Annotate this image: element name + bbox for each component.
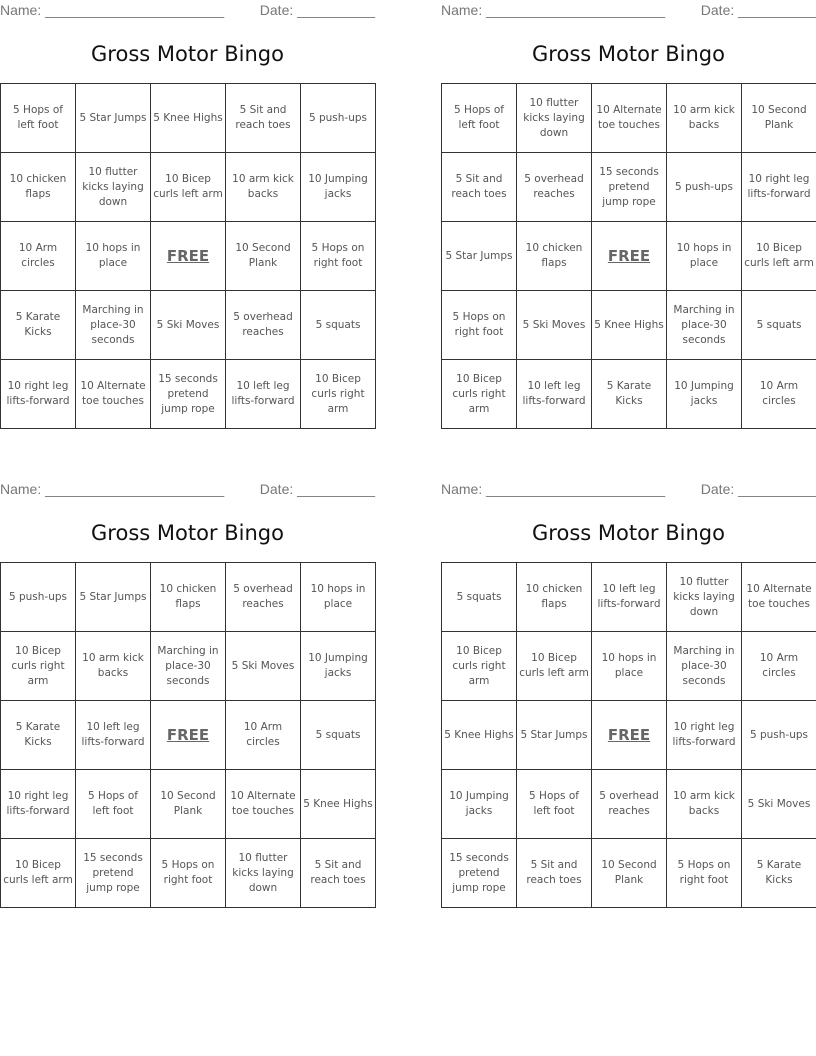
name-date-row <box>441 0 816 22</box>
bingo-cell: 5 Sit and reach toes <box>301 839 376 908</box>
grid-row <box>1 839 376 908</box>
bingo-cell: 10 chicken flaps <box>1 153 76 222</box>
bingo-cell: 5 Knee Highs <box>592 291 667 360</box>
bingo-cell: 5 Star Jumps <box>442 222 517 291</box>
name-date-row <box>0 479 375 501</box>
name-date-row <box>0 0 375 22</box>
bingo-cell: 5 Karate Kicks <box>592 360 667 429</box>
bingo-cell: 10 Bicep curls right arm <box>301 360 376 429</box>
bingo-grid <box>441 562 816 908</box>
bingo-cell: 5 overhead reaches <box>226 563 301 632</box>
bingo-grid <box>0 83 376 429</box>
bingo-cell: 10 Second Plank <box>226 222 301 291</box>
bingo-cell: 10 flutter kicks laying down <box>517 84 592 153</box>
bingo-cell: Marching in place-30 seconds <box>667 291 742 360</box>
bingo-cell: 10 Bicep curls left arm <box>1 839 76 908</box>
grid-row <box>442 563 816 632</box>
bingo-cell: 5 squats <box>442 563 517 632</box>
bingo-cell: 10 chicken flaps <box>517 563 592 632</box>
bingo-cell: 10 left leg lifts-forward <box>226 360 301 429</box>
bingo-card-1 <box>0 0 375 440</box>
bingo-cell: 5 Hops of left foot <box>76 770 151 839</box>
bingo-cell: 10 Second Plank <box>151 770 226 839</box>
bingo-cell: 5 Hops on right foot <box>301 222 376 291</box>
bingo-cell: 10 left leg lifts-forward <box>592 563 667 632</box>
grid-row <box>1 632 376 701</box>
name-field-label: Name: _______________________ <box>441 2 666 18</box>
name-field-label: Name: _______________________ <box>441 481 666 497</box>
bingo-card-2 <box>441 0 816 440</box>
grid-row <box>442 153 816 222</box>
bingo-cell: 5 Hops of left foot <box>442 84 517 153</box>
grid-row <box>442 222 816 291</box>
bingo-cell: 10 Bicep curls left arm <box>517 632 592 701</box>
bingo-cell: 5 Knee Highs <box>442 701 517 770</box>
bingo-cell: 10 Arm circles <box>742 360 816 429</box>
bingo-cell: 5 squats <box>301 291 376 360</box>
grid-row <box>1 153 376 222</box>
card-title: Gross Motor Bingo <box>91 42 284 66</box>
bingo-cell: 5 Sit and reach toes <box>517 839 592 908</box>
bingo-cell: 5 push-ups <box>667 153 742 222</box>
bingo-cell: 5 push-ups <box>742 701 816 770</box>
bingo-cell: 10 arm kick backs <box>667 770 742 839</box>
bingo-cell: 10 Jumping jacks <box>442 770 517 839</box>
bingo-cell: 10 Bicep curls left arm <box>151 153 226 222</box>
bingo-grid <box>441 83 816 429</box>
bingo-cell: 15 seconds pretend jump rope <box>76 839 151 908</box>
bingo-cell: 10 Second Plank <box>742 84 816 153</box>
grid-row <box>1 360 376 429</box>
bingo-cell: 5 Ski Moves <box>226 632 301 701</box>
bingo-cell: 10 flutter kicks laying down <box>226 839 301 908</box>
date-field-label: Date: __________ <box>259 2 375 18</box>
bingo-cell: 10 Alternate toe touches <box>742 563 816 632</box>
bingo-cell: 10 left leg lifts-forward <box>76 701 151 770</box>
bingo-cell: 10 flutter kicks laying down <box>76 153 151 222</box>
grid-row <box>1 291 376 360</box>
bingo-cell: Marching in place-30 seconds <box>151 632 226 701</box>
name-date-row <box>441 479 816 501</box>
bingo-cell: Marching in place-30 seconds <box>76 291 151 360</box>
bingo-cell: 10 hops in place <box>76 222 151 291</box>
bingo-cell: 10 right leg lifts-forward <box>1 770 76 839</box>
bingo-cell: 10 Jumping jacks <box>667 360 742 429</box>
bingo-cell: 10 arm kick backs <box>226 153 301 222</box>
free-space-cell: FREE <box>592 222 667 291</box>
bingo-cell: 5 squats <box>301 701 376 770</box>
bingo-cell: 5 Star Jumps <box>76 84 151 153</box>
card-title: Gross Motor Bingo <box>532 521 725 545</box>
bingo-cell: 5 Ski Moves <box>517 291 592 360</box>
grid-row <box>442 291 816 360</box>
bingo-cell: 5 overhead reaches <box>517 153 592 222</box>
card-title: Gross Motor Bingo <box>91 521 284 545</box>
bingo-cell: 15 seconds pretend jump rope <box>442 839 517 908</box>
bingo-cell: 5 overhead reaches <box>592 770 667 839</box>
bingo-cell: 5 Hops on right foot <box>151 839 226 908</box>
bingo-cell: 10 Arm circles <box>742 632 816 701</box>
bingo-cell: 10 Jumping jacks <box>301 153 376 222</box>
bingo-cell: 5 Hops on right foot <box>667 839 742 908</box>
date-field-label: Date: __________ <box>259 481 375 497</box>
free-space-cell: FREE <box>151 701 226 770</box>
bingo-cell: 10 Bicep curls left arm <box>742 222 816 291</box>
bingo-cell: 10 right leg lifts-forward <box>667 701 742 770</box>
grid-row <box>1 563 376 632</box>
bingo-cell: 10 Jumping jacks <box>301 632 376 701</box>
bingo-cell: 5 Karate Kicks <box>742 839 816 908</box>
bingo-cell: Marching in place-30 seconds <box>667 632 742 701</box>
bingo-cell: 5 push-ups <box>1 563 76 632</box>
bingo-cell: 10 arm kick backs <box>76 632 151 701</box>
bingo-cell: 10 chicken flaps <box>151 563 226 632</box>
bingo-cell: 5 Karate Kicks <box>1 701 76 770</box>
name-field-label: Name: _______________________ <box>0 2 225 18</box>
bingo-cell: 15 seconds pretend jump rope <box>151 360 226 429</box>
grid-row <box>442 770 816 839</box>
date-field-label: Date: __________ <box>700 481 816 497</box>
grid-row <box>442 84 816 153</box>
grid-row <box>1 701 376 770</box>
bingo-cell: 10 Second Plank <box>592 839 667 908</box>
bingo-cell: 5 Karate Kicks <box>1 291 76 360</box>
grid-row <box>1 770 376 839</box>
name-field-label: Name: _______________________ <box>0 481 225 497</box>
bingo-cell: 5 Star Jumps <box>76 563 151 632</box>
free-space-cell: FREE <box>592 701 667 770</box>
bingo-cell: 5 Knee Highs <box>301 770 376 839</box>
bingo-cell: 5 Hops of left foot <box>517 770 592 839</box>
bingo-cell: 5 squats <box>742 291 816 360</box>
bingo-cell: 5 Knee Highs <box>151 84 226 153</box>
bingo-cell: 5 Hops of left foot <box>1 84 76 153</box>
free-space-cell: FREE <box>151 222 226 291</box>
bingo-cell: 10 flutter kicks laying down <box>667 563 742 632</box>
bingo-cell: 10 arm kick backs <box>667 84 742 153</box>
bingo-cell: 10 right leg lifts-forward <box>1 360 76 429</box>
bingo-cell: 10 Arm circles <box>1 222 76 291</box>
bingo-cell: 10 right leg lifts-forward <box>742 153 816 222</box>
bingo-cell: 10 Bicep curls right arm <box>1 632 76 701</box>
bingo-cell: 5 Sit and reach toes <box>442 153 517 222</box>
bingo-cell: 10 hops in place <box>592 632 667 701</box>
bingo-cell: 10 Alternate toe touches <box>226 770 301 839</box>
bingo-cell: 10 Alternate toe touches <box>592 84 667 153</box>
bingo-card-4 <box>441 479 816 919</box>
bingo-cell: 10 hops in place <box>667 222 742 291</box>
bingo-cell: 5 Ski Moves <box>151 291 226 360</box>
grid-row <box>442 839 816 908</box>
grid-row <box>1 222 376 291</box>
card-title: Gross Motor Bingo <box>532 42 725 66</box>
bingo-cell: 5 Sit and reach toes <box>226 84 301 153</box>
bingo-cell: 10 hops in place <box>301 563 376 632</box>
bingo-cell: 5 overhead reaches <box>226 291 301 360</box>
bingo-cell: 10 Bicep curls right arm <box>442 632 517 701</box>
bingo-cell: 15 seconds pretend jump rope <box>592 153 667 222</box>
bingo-card-3 <box>0 479 375 919</box>
bingo-cell: 5 push-ups <box>301 84 376 153</box>
date-field-label: Date: __________ <box>700 2 816 18</box>
bingo-cell: 5 Ski Moves <box>742 770 816 839</box>
grid-row <box>442 632 816 701</box>
bingo-cell: 5 Star Jumps <box>517 701 592 770</box>
bingo-cell: 10 left leg lifts-forward <box>517 360 592 429</box>
bingo-cell: 10 Arm circles <box>226 701 301 770</box>
bingo-cell: 10 chicken flaps <box>517 222 592 291</box>
bingo-cell: 10 Bicep curls right arm <box>442 360 517 429</box>
grid-row <box>1 84 376 153</box>
bingo-grid <box>0 562 376 908</box>
grid-row <box>442 360 816 429</box>
grid-row <box>442 701 816 770</box>
bingo-cell: 5 Hops on right foot <box>442 291 517 360</box>
bingo-cell: 10 Alternate toe touches <box>76 360 151 429</box>
